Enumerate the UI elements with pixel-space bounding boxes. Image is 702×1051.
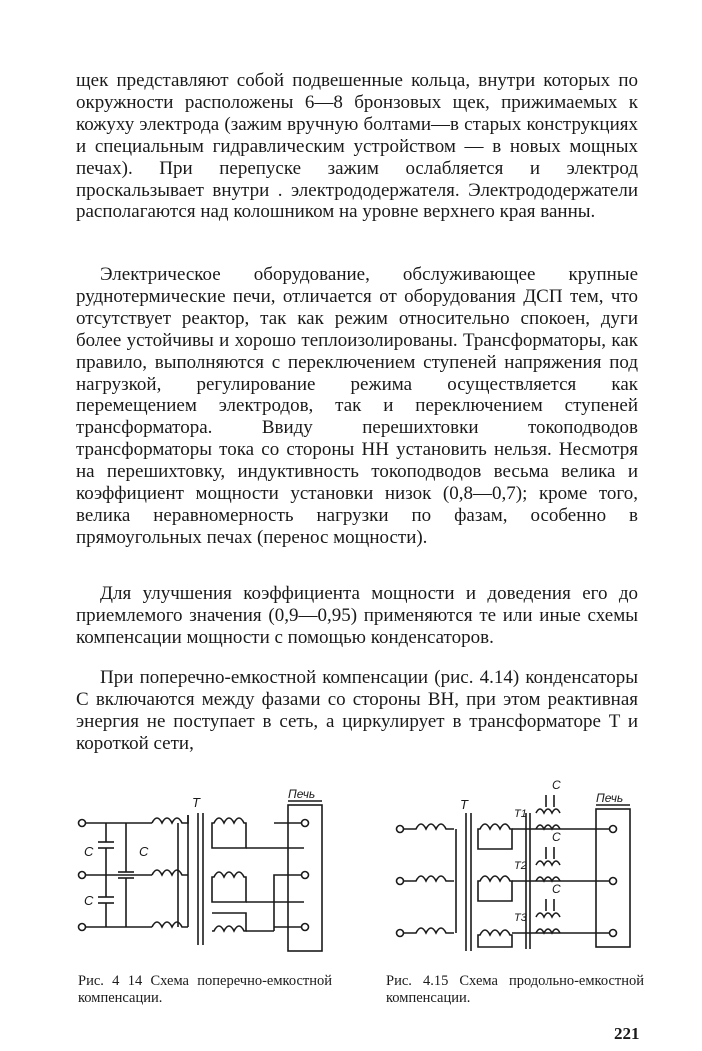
primary-windings xyxy=(404,824,456,933)
secondary-windings xyxy=(478,824,512,947)
page-number: 221 xyxy=(614,1024,640,1043)
figure-4-14-schematic xyxy=(74,785,336,960)
series-transformer-t2: T2 xyxy=(514,860,527,872)
cap-label-c3: C xyxy=(84,893,94,908)
transformer-core xyxy=(466,813,471,951)
transformer-core xyxy=(198,813,203,945)
figure-4-15-schematic xyxy=(386,773,648,963)
figure-4-15-caption: Рис. 4.15 Схема продольно-емкостной компенсации. xyxy=(386,973,644,1006)
figure-4-14-caption: Рис. 4 14 Схема поперечно-емкостной компенсации. xyxy=(78,973,332,1006)
cap-label-c1: C xyxy=(84,844,94,859)
short-network xyxy=(246,848,304,931)
cap-label-c2: C xyxy=(552,830,561,844)
paragraph-3: Для улучшения коэффициента мощности и доведения его до приемлемого значения (0,9—0,95) применяются те или иные схемы компенсации мощности с помощью конденсаторов. xyxy=(76,583,638,648)
transformer-label: T xyxy=(460,797,468,812)
feeder-lines xyxy=(86,823,152,927)
paragraph-1: щек представляют собой подвешенные кольца, внутри которых по окружности расположены 6—8 бронзовых щек, прижимаемых к кожуху электрода (зажим вручную болтами—в старых конструкциях и специальным гидравлическим устройством — в новых мощных печах). При перепуске зажим ослабляется и электрод проскальзывает внутри . электрододержателя. Электрододержатели располагаются над колошником на уровне верхнего края ванны. xyxy=(76,70,638,223)
series-transformer-t1: T1 xyxy=(514,808,527,820)
series-compensation-units xyxy=(512,795,612,949)
primary-windings xyxy=(152,815,188,927)
input-terminals xyxy=(79,820,86,931)
cap-label-c2: C xyxy=(139,844,149,859)
paragraph-2: Электрическое оборудование, обслуживающее крупные руднотермические печи, отличается от оборудования ДСП тем, что отсутствует реактор, так как режим относительно спокоен, дуги более устойчивы и хорошо теплоизолированы. Трансформаторы, как правило, выполняются с переключением ступеней напряжения под нагрузкой, регулирование режима осуществляется как перемещением электродов, так и переключением ступеней трансформатора. Ввиду перешихтовки токоподводов трансформаторы тока со стороны НН установить нельзя. Несмотря на перешихтовку, индуктивность токоподводов весьма велика и коэффициент мощности установки низок (0,8—0,7); кроме того, велика неравномерность нагрузки по фазам, особенно в прямоугольных печах (перенос мощности). xyxy=(76,264,638,548)
secondary-windings xyxy=(212,818,246,931)
cap-label-c1: C xyxy=(552,778,561,792)
furnace-box xyxy=(274,805,322,951)
furnace-label: Печь xyxy=(596,791,624,805)
input-terminals xyxy=(397,826,404,937)
series-transformer-t3: T3 xyxy=(514,912,527,924)
transformer-label: T xyxy=(192,795,200,810)
cap-label-c3: C xyxy=(552,882,561,896)
paragraph-4: При поперечно-емкостной компенсации (рис. 4.14) конденсаторы C включаются между фазами со стороны ВН, при этом реактивная энергия не поступает в сеть, а циркулирует в трансформаторе T и короткой сети, xyxy=(76,667,638,754)
furnace-label: Печь xyxy=(288,787,316,801)
